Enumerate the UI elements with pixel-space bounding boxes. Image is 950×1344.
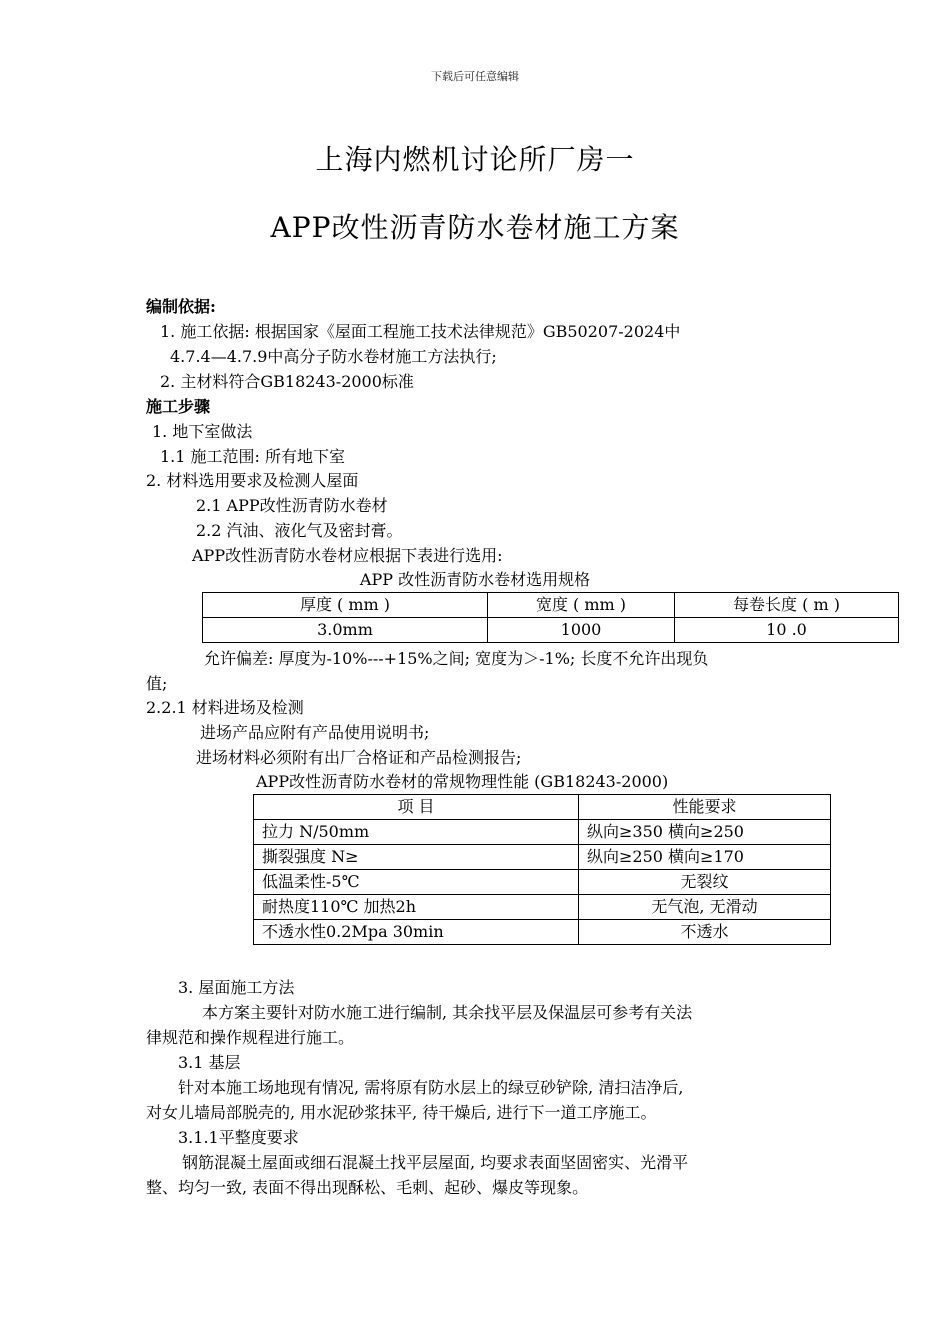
basis-item-1-cont: 4.7.4—4.7.9中高分子防水卷材施工方法执行;: [170, 347, 497, 366]
step-3-1-1-paragraph-cont: 整、均匀一致, 表面不得出现酥松、毛刺、起砂、爆皮等现象。: [146, 1178, 589, 1197]
step-1: 1. 地下室做法: [152, 422, 253, 441]
step-3-1: 3.1 基层: [178, 1053, 241, 1072]
steps-heading: 施工步骤: [146, 397, 211, 416]
table-cell: 不透水: [579, 920, 831, 945]
table-header-row: [203, 593, 899, 618]
spec-table: [202, 592, 899, 643]
table-row: [254, 895, 831, 920]
step-3-1-1: 3.1.1平整度要求: [178, 1128, 299, 1147]
step-3-1-1-paragraph: 钢筋混凝土屋面或细石混凝土找平层屋面, 均要求表面坚固密实、光滑平: [182, 1153, 689, 1172]
table-cell: 无气泡, 无滑动: [579, 895, 831, 920]
document-title-line1: 上海内燃机讨论所厂房一: [315, 143, 635, 176]
table-cell: 纵向≥250 横向≥170: [579, 845, 831, 870]
table-cell: 纵向≥350 横向≥250: [579, 820, 831, 845]
basis-item-2: 2. 主材料符合GB18243-2000标准: [160, 372, 414, 391]
deviation-text: 允许偏差: 厚度为-10%---+15%之间; 宽度为＞-1%; 长度不允许出现负: [204, 649, 709, 668]
table-header-cell: 每卷长度 ( m ): [675, 593, 899, 618]
table-header-cell: 项 目: [254, 795, 579, 820]
table-header-cell: 性能要求: [579, 795, 831, 820]
table-cell: 耐热度110℃ 加热2h: [254, 895, 579, 920]
step-3-paragraph-cont: 律规范和操作规程进行施工。: [146, 1028, 355, 1047]
step-3: 3. 屋面施工方法: [178, 978, 295, 997]
step-3-1-paragraph: 针对本施工场地现有情况, 需将原有防水层上的绿豆砂铲除, 清扫洁净后,: [178, 1078, 684, 1097]
table-row: [254, 845, 831, 870]
table1-caption: APP 改性沥青防水卷材选用规格: [359, 570, 591, 589]
deviation-text-cont: 值;: [146, 674, 168, 693]
table-cell: 10 .0: [675, 618, 899, 643]
table-cell: 3.0mm: [203, 618, 488, 643]
step-2-note: APP改性沥青防水卷材应根据下表进行选用:: [192, 546, 503, 565]
table-header-cell: 厚度 ( mm ): [203, 593, 488, 618]
table-cell: 不透水性0.2Mpa 30min: [254, 920, 579, 945]
table-row: [254, 870, 831, 895]
table-row: [254, 920, 831, 945]
table-cell: 1000: [488, 618, 675, 643]
table-row: [203, 618, 899, 643]
table-cell: 拉力 N/50mm: [254, 820, 579, 845]
basis-heading: 编制依据:: [146, 297, 216, 316]
step-1-1: 1.1 施工范围: 所有地下室: [160, 447, 346, 466]
table-cell: 无裂纹: [579, 870, 831, 895]
table-cell: 低温柔性-5℃: [254, 870, 579, 895]
step-3-paragraph: 本方案主要针对防水施工进行编制, 其余找平层及保温层可参考有关法: [202, 1003, 693, 1022]
entry-requirement-2: 进场材料必须附有出厂合格证和产品检测报告;: [196, 748, 522, 767]
basis-item-1: 1. 施工依据: 根据国家《屋面工程施工技术法律规范》GB50207-2024中: [160, 322, 681, 341]
page-header: 下载后可任意编辑: [431, 70, 519, 83]
step-2-2-1: 2.2.1 材料进场及检测: [146, 698, 304, 717]
step-2-1: 2.1 APP改性沥青防水卷材: [196, 496, 388, 515]
table-row: [254, 820, 831, 845]
step-2-2: 2.2 汽油、液化气及密封膏。: [196, 521, 403, 540]
table-header-cell: 宽度 ( mm ): [488, 593, 675, 618]
document-title-line2: APP改性沥青防水卷材施工方案: [270, 211, 680, 244]
step-2: 2. 材料选用要求及检测人屋面: [146, 471, 359, 490]
table-cell: 撕裂强度 N≥: [254, 845, 579, 870]
entry-requirement-1: 进场产品应附有产品使用说明书;: [200, 723, 430, 742]
table2-caption: APP改性沥青防水卷材的常规物理性能 (GB18243-2000): [256, 772, 669, 791]
property-table: [253, 794, 831, 945]
step-3-1-paragraph-cont: 对女儿墙局部脱壳的, 用水泥砂浆抹平, 待干燥后, 进行下一道工序施工。: [146, 1103, 657, 1122]
table-header-row: [254, 795, 831, 820]
